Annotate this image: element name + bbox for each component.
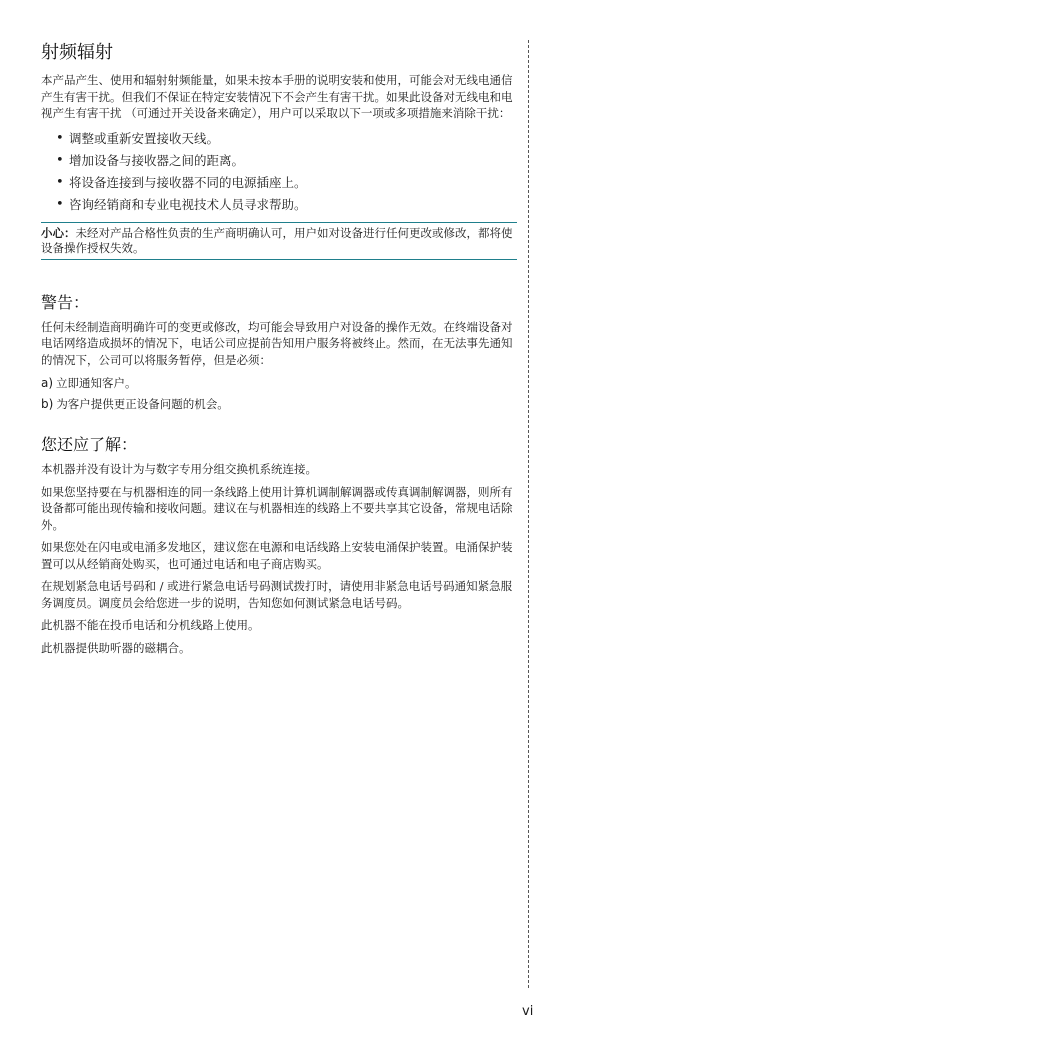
caution-text: 未经对产品合格性负责的生产商明确认可，用户如对设备进行任何更改或修改，都将使设备操作授权失效。 [41,225,513,255]
know-paragraph: 此机器不能在投币电话和分机线路上使用。 [41,618,260,632]
know-paragraph: 本机器并没有设计为与数字专用分组交换机系统连接。 [41,462,317,476]
warning-title: 警告： [41,292,90,312]
warning-item [41,395,517,414]
rf-intro: 本产品产生、使用和辐射射频能量，如果未按本手册的说明安装和使用，可能会对无线电通信产生有害干扰。但我们不保证在特定安装情况下不会产生有害干扰。如果此设备对无线电和电视产生有害干扰 （可通过开关设备来确定），用户可以采取以下一项或多项措施来消除干扰： [41,73,513,120]
list-item: • 调整或重新安置接收天线。 [69,128,517,150]
page-number: vi [522,1004,534,1019]
list-item: • 将设备连接到与接收器不同的电源插座上。 [69,172,517,194]
item-label: b) [41,397,54,411]
rf-title: 射频辐射 [41,42,113,63]
know-paragraph: 如果您处在闪电或电涌多发地区，建议您在电源和电话线路上安装电涌保护装置。电涌保护装置可以从经销商处购买，也可通过电话和电子商店购买。 [41,540,513,571]
rf-bullet-list [41,128,517,216]
list-item: • 咨询经销商和专业电视技术人员寻求帮助。 [69,194,517,216]
item-label: a) [41,376,54,390]
column-divider [528,40,529,988]
left-column [41,36,517,662]
know-paragraph: 在规划紧急电话号码和 / 或进行紧急电话号码测试拨打时，请使用非紧急电话号码通知紧急服务调度员。调度员会给您进一步的说明，告知您如何测试紧急电话号码。 [41,579,513,610]
caution-box [41,222,517,260]
know-paragraph: 如果您坚持要在与机器相连的同一条线路上使用计算机调制解调器或传真调制解调器，则所有设备都可能出现传输和接收问题。建议在与机器相连的线路上不要共享其它设备，常规电话除外。 [41,484,513,532]
caution-label: 小心： [41,225,76,240]
warning-item [41,374,517,393]
item-text: 为客户提供更正设备问题的机会。 [56,397,229,411]
item-text: 立即通知客户。 [56,376,137,390]
know-title: 您还应了解： [41,435,138,454]
know-paragraph: 此机器提供助听器的磁耦合。 [41,640,191,655]
list-item: • 增加设备与接收器之间的距离。 [69,150,517,172]
warning-text: 任何未经制造商明确许可的变更或修改，均可能会导致用户对设备的操作无效。在终端设备对电话网络造成损坏的情况下，电话公司应提前告知用户服务将被终止。然而，在无法事先通知的情况下，公司可以将服务暂停，但是必须： [41,319,513,367]
